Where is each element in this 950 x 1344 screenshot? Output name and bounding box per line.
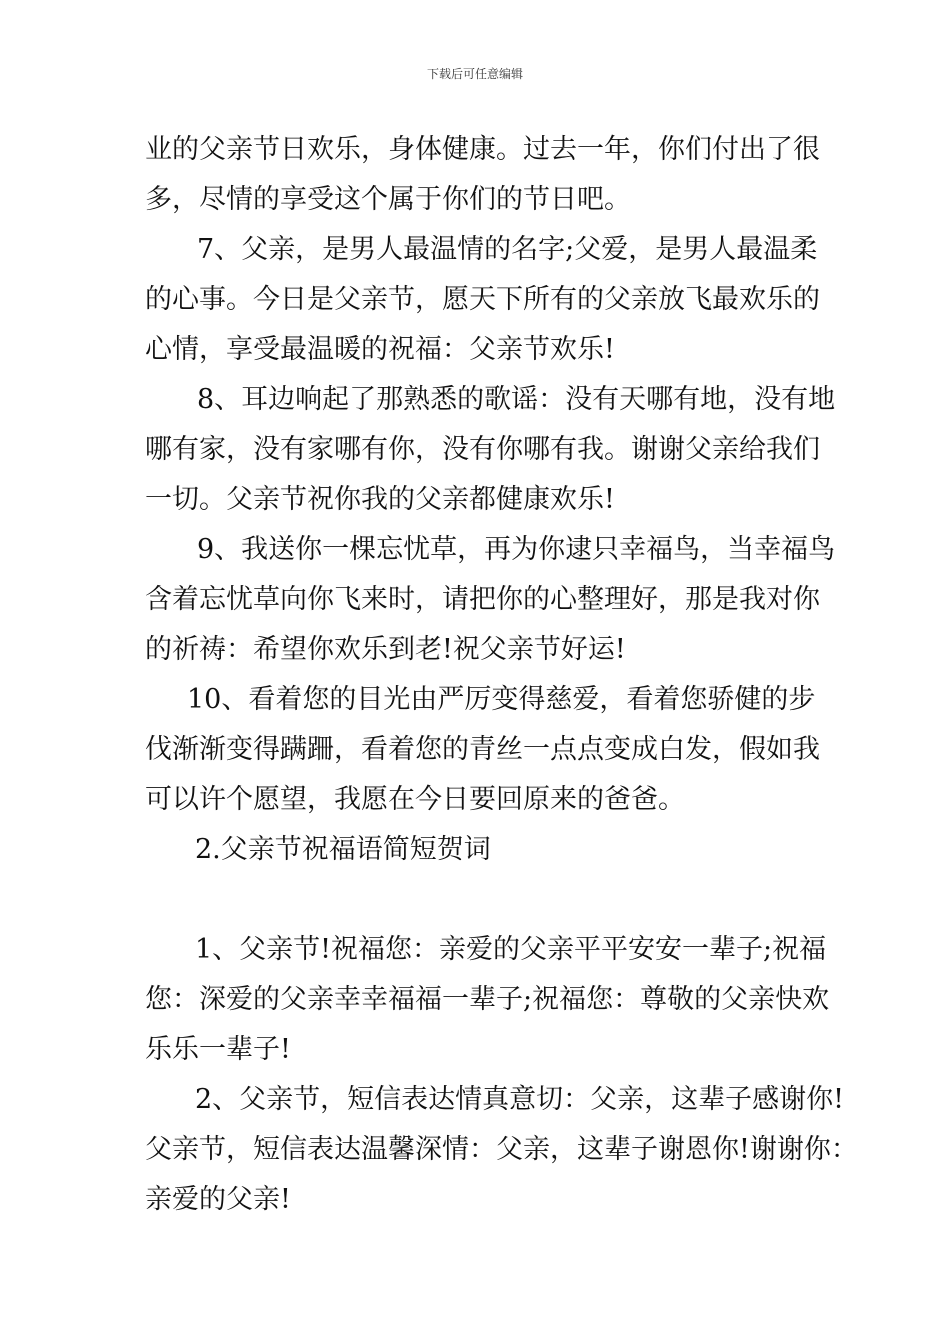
document-body: [145, 125, 858, 1225]
paragraph-7-line-1: 7、父亲，是男人最温情的名字;父爱，是男人最温柔: [197, 234, 818, 265]
paragraph-10-line-1: 10、看着您的目光由严厉变得慈爱，看着您骄健的步: [187, 684, 816, 715]
text-line: 一切。父亲节祝你我的父亲都健康欢乐!: [145, 484, 615, 515]
section-heading: 2.父亲节祝福语简短贺词: [195, 834, 491, 865]
blank-line: [145, 875, 817, 925]
text-line: 心情，享受最温暖的祝福：父亲节欢乐!: [145, 334, 615, 365]
text-line: 可以许个愿望，我愿在今日要回原来的爸爸。: [145, 784, 685, 815]
text-line: 伐渐渐变得蹒跚，看着您的青丝一点点变成白发，假如我: [145, 734, 820, 765]
text-line: 父亲节，短信表达温馨深情：父亲，这辈子谢恩你!谢谢你：: [145, 1134, 858, 1165]
text-line: 乐乐一辈子!: [145, 1034, 291, 1065]
text-line: 业的父亲节日欢乐，身体健康。过去一年，你们付出了很: [145, 134, 820, 165]
paragraph-1-line-1: 1、父亲节!祝福您：亲爱的父亲平平安安一辈子;祝福: [195, 934, 827, 965]
page-header: 下载后可任意编辑: [426, 67, 523, 81]
text-line: 的祈祷：希望你欢乐到老!祝父亲节好运!: [145, 634, 626, 665]
text-line: 亲爱的父亲!: [145, 1184, 291, 1215]
text-line: 含着忘忧草向你飞来时，请把你的心整理好，那是我对你: [145, 584, 820, 615]
text-line: 的心事。今日是父亲节，愿天下所有的父亲放飞最欢乐的: [145, 284, 820, 315]
text-line: 您：深爱的父亲幸幸福福一辈子;祝福您：尊敬的父亲快欢: [145, 984, 830, 1015]
text-line: 多，尽情的享受这个属于你们的节日吧。: [145, 184, 631, 215]
paragraph-2-line-1: 2、父亲节，短信表达情真意切：父亲，这辈子感谢你!: [195, 1084, 845, 1115]
text-line: 哪有家，没有家哪有你，没有你哪有我。谢谢父亲给我们: [145, 434, 820, 465]
paragraph-8-line-1: 8、耳边响起了那熟悉的歌谣：没有天哪有地，没有地: [197, 384, 836, 415]
paragraph-9-line-1: 9、我送你一棵忘忧草，再为你逮只幸福鸟，当幸福鸟: [197, 534, 836, 565]
